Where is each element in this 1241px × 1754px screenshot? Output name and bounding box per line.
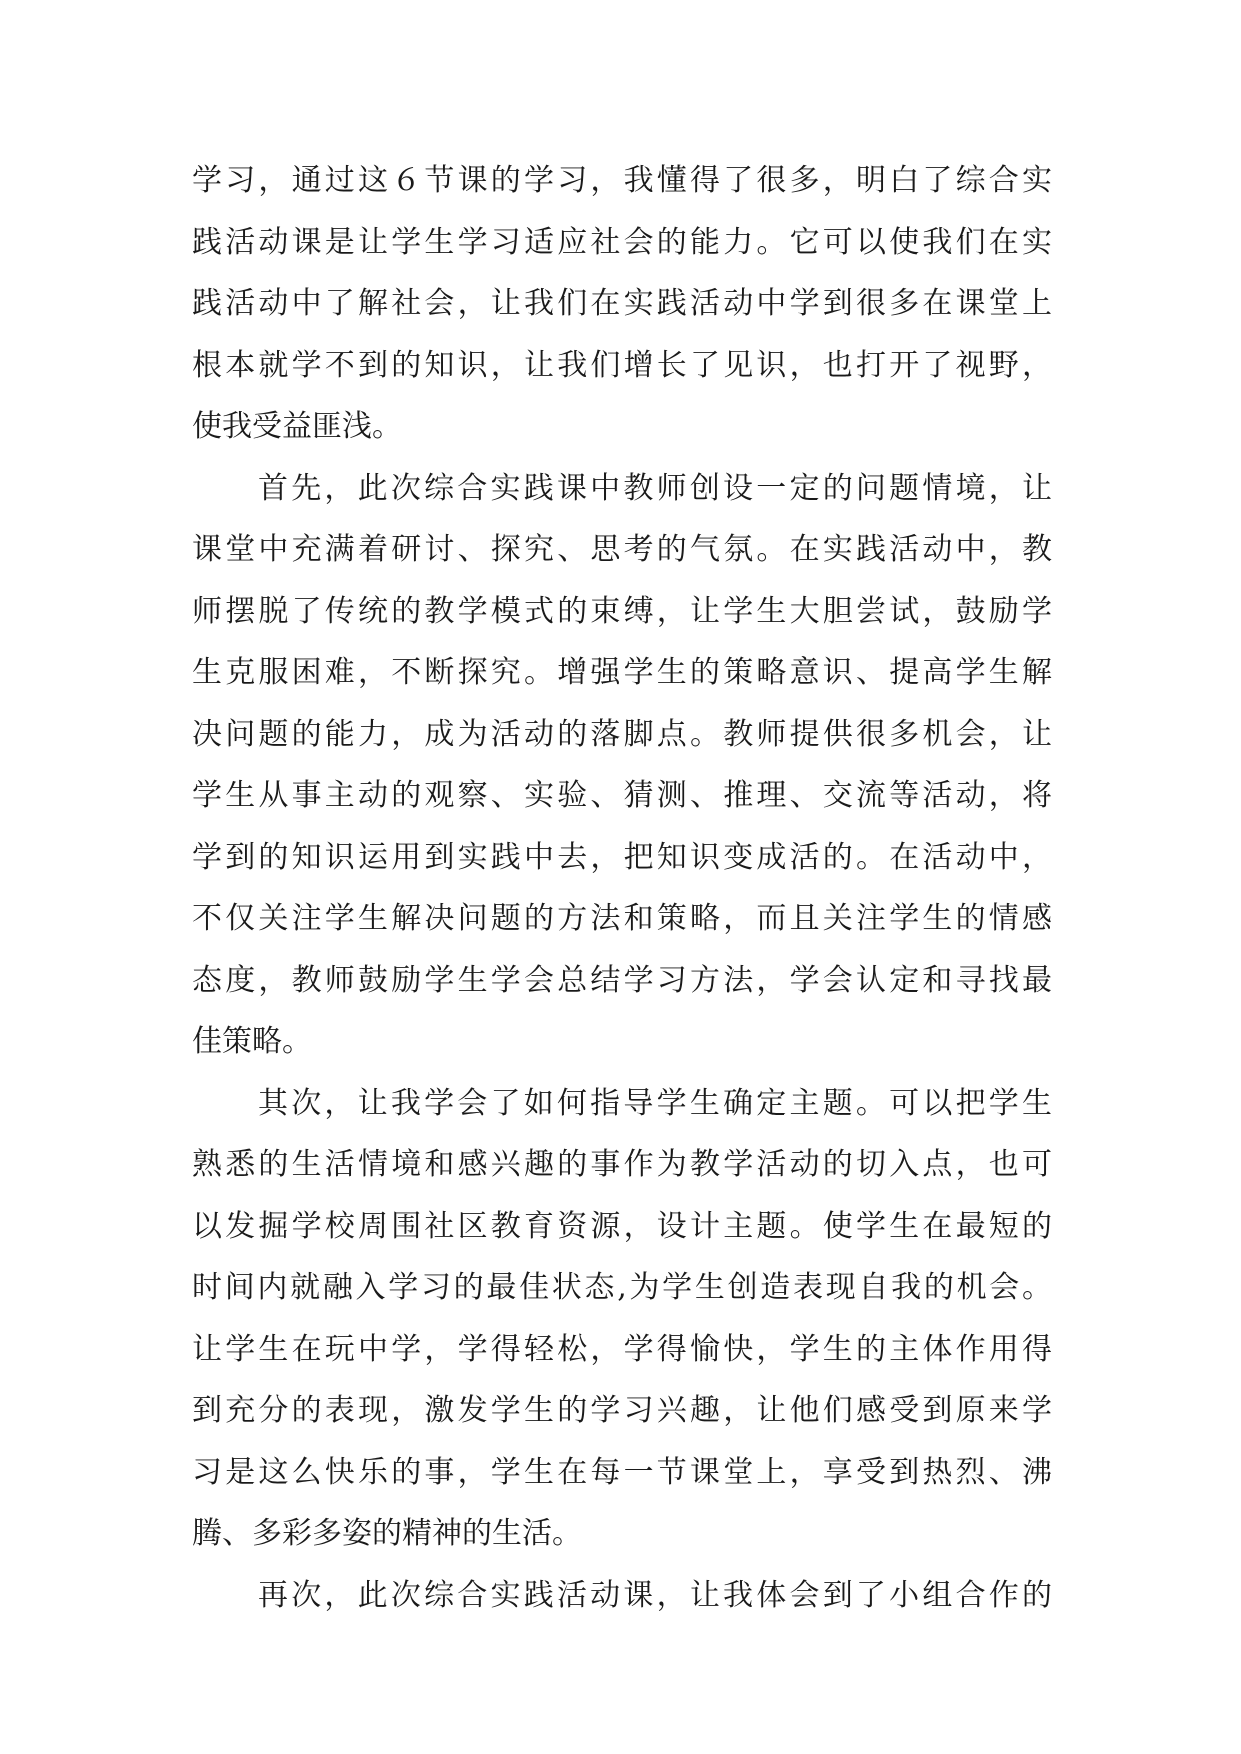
text-line: 习是这么快乐的事，学生在每一节课堂上，享受到热烈、沸: [192, 1454, 1052, 1490]
text-line: 践活动中了解社会，让我们在实践活动中学到很多在课堂上: [192, 286, 1052, 321]
text-line: 学生从事主动的观察、实验、猜测、推理、交流等活动，将: [192, 778, 1052, 813]
text-line: 其次，让我学会了如何指导学生确定主题。可以把学生: [258, 1085, 1052, 1121]
text-line: 态度，教师鼓励学生学会总结学习方法，学会认定和寻找最: [192, 962, 1052, 998]
text-line: 腾、多彩多姿的精神的生活。: [192, 1516, 582, 1551]
text-line: 根本就学不到的知识，让我们增长了见识，也打开了视野，: [192, 347, 1052, 383]
text-line: 生克服困难，不断探究。增强学生的策略意识、提高学生解: [192, 655, 1052, 690]
text-line: 到充分的表现，激发学生的学习兴趣，让他们感受到原来学: [192, 1393, 1052, 1428]
text-line: 让学生在玩中学，学得轻松，学得愉快，学生的主体作用得: [192, 1331, 1052, 1367]
text-line: 学到的知识运用到实践中去，把知识变成活的。在活动中，: [192, 839, 1052, 875]
text-line: 不仅关注学生解决问题的方法和策略，而且关注学生的情感: [192, 901, 1052, 936]
text-line: 佳策略。: [192, 1024, 312, 1059]
document-body: [192, 150, 1052, 1626]
text-line: 以发掘学校周围社区教育资源，设计主题。使学生在最短的: [192, 1208, 1052, 1244]
text-line: 首先，此次综合实践课中教师创设一定的问题情境，让: [258, 470, 1052, 506]
text-line: 使我受益匪浅。: [192, 409, 402, 444]
text-line: 时间内就融入学习的最佳状态,为学生创造表现自我的机会。: [192, 1270, 1052, 1305]
text-line: 学习，通过这６节课的学习，我懂得了很多，明白了综合实: [192, 163, 1052, 198]
text-line: 师摆脱了传统的教学模式的束缚，让学生大胆尝试，鼓励学: [192, 593, 1052, 629]
text-line: 再次，此次综合实践活动课，让我体会到了小组合作的: [258, 1577, 1052, 1613]
text-line: 践活动课是让学生学习适应社会的能力。它可以使我们在实: [192, 224, 1052, 260]
text-line: 决问题的能力，成为活动的落脚点。教师提供很多机会，让: [192, 716, 1052, 752]
text-line: 课堂中充满着研讨、探究、思考的气氛。在实践活动中，教: [192, 532, 1052, 567]
text-line: 熟悉的生活情境和感兴趣的事作为教学活动的切入点，也可: [192, 1147, 1052, 1182]
